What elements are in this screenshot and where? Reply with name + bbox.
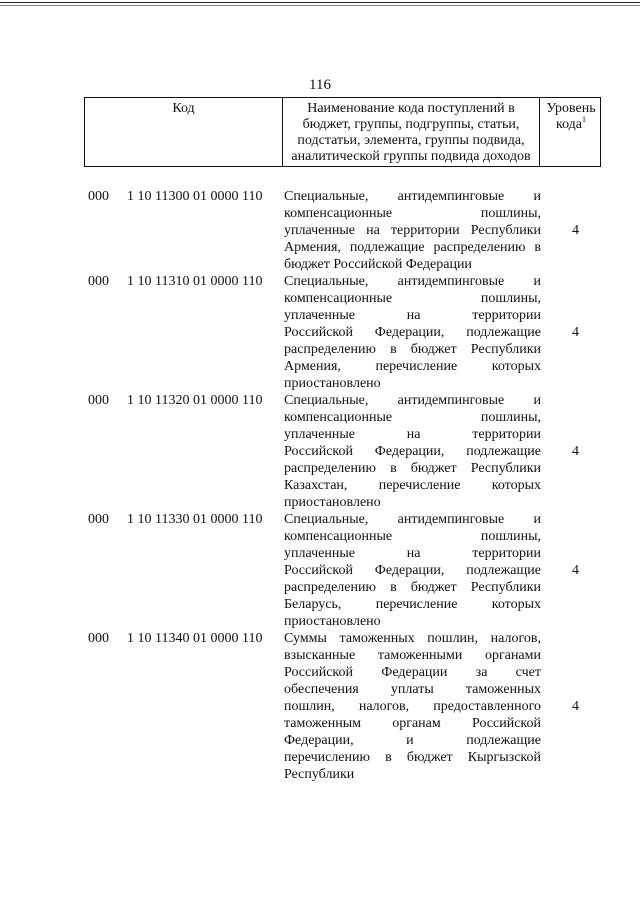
- row-level: 4: [572, 223, 579, 238]
- header-name-line: аналитической группы подвида доходов: [291, 149, 531, 164]
- row-level: 4: [572, 563, 579, 578]
- row-description-line: уплаченные на территории Республики: [284, 223, 541, 238]
- row-description-line: Армения, подлежащие распределению в: [284, 240, 541, 255]
- row-admin-code: 000: [88, 393, 109, 408]
- row-description-line: перечислению в бюджет Кыргызской: [284, 750, 541, 765]
- table-row: [0, 392, 640, 511]
- row-description-line: Республики: [284, 767, 355, 782]
- row-level: 4: [572, 444, 579, 459]
- row-description-line: уплаченные на территории: [284, 427, 541, 442]
- row-description-line: компенсационные пошлины,: [284, 529, 541, 544]
- top-border-line: [0, 2, 640, 3]
- row-income-code: 1 10 11330 01 0000 110: [127, 512, 263, 527]
- row-description: [284, 273, 541, 392]
- row-description-line: Беларусь, перечисление которых: [284, 597, 541, 612]
- row-description-line: обеспечения уплаты таможенных: [284, 682, 541, 697]
- header-level-label-2: кода$^1$: [555, 115, 587, 132]
- row-description: [284, 511, 541, 630]
- row-description-line: уплаченные на территории: [284, 546, 541, 561]
- row-description-line: Российской Федерации за счет: [284, 665, 541, 680]
- row-description-line: Специальные, антидемпинговые и: [284, 274, 541, 289]
- table-row: [0, 273, 640, 392]
- row-admin-code: 000: [88, 274, 109, 289]
- row-description: [284, 188, 541, 273]
- header-name-line: Наименование кода поступлений в: [307, 101, 515, 116]
- header-name-line: бюджет, группы, подгруппы, статьи,: [302, 117, 520, 132]
- row-description-line: таможенным органам Российской: [284, 716, 541, 731]
- row-description: [284, 392, 541, 511]
- row-description-line: Специальные, антидемпинговые и: [284, 393, 541, 408]
- row-description-line: Специальные, антидемпинговые и: [284, 189, 541, 204]
- row-description-line: Специальные, антидемпинговые и: [284, 512, 541, 527]
- row-description-line: Армения, перечисление которых: [284, 359, 541, 374]
- row-income-code: 1 10 11300 01 0000 110: [127, 189, 263, 204]
- row-description-line: бюджет Российской Федерации: [284, 257, 472, 272]
- row-description-line: Российской Федерации, подлежащие: [284, 563, 541, 578]
- row-description-line: приостановлено: [284, 376, 381, 391]
- header-name-cell: [283, 98, 540, 166]
- row-income-code: 1 10 11320 01 0000 110: [127, 393, 263, 408]
- row-description-line: распределению в бюджет Республики: [284, 342, 541, 357]
- row-description-line: взысканные таможенными органами: [284, 648, 541, 663]
- table-row: [0, 630, 640, 783]
- header-level-cell: [540, 98, 602, 166]
- row-income-code: 1 10 11340 01 0000 110: [127, 631, 263, 646]
- row-description-line: приостановлено: [284, 495, 381, 510]
- header-code-cell: [85, 98, 283, 166]
- header-code-label: Код: [172, 101, 195, 116]
- row-description: [284, 630, 541, 783]
- row-description-line: Суммы таможенных пошлин, налогов,: [284, 631, 541, 646]
- row-level: 4: [572, 699, 579, 714]
- header-level-label: Уровень: [546, 101, 596, 116]
- header-name-line: подстатьи, элемента, группы подвида,: [297, 133, 525, 148]
- table-row: [0, 188, 640, 273]
- row-description-line: компенсационные пошлины,: [284, 206, 541, 221]
- row-admin-code: 000: [88, 631, 109, 646]
- page-number: 116: [309, 77, 331, 93]
- row-income-code: 1 10 11310 01 0000 110: [127, 274, 263, 289]
- row-description-line: приостановлено: [284, 614, 381, 629]
- row-description-line: Российской Федерации, подлежащие: [284, 444, 541, 459]
- footnote-marker: 1: [582, 115, 587, 124]
- row-description-line: компенсационные пошлины,: [284, 291, 541, 306]
- row-admin-code: 000: [88, 512, 109, 527]
- row-description-line: Казахстан, перечисление которых: [284, 478, 541, 493]
- table-row: [0, 511, 640, 630]
- row-description-line: Федерации, и подлежащие: [284, 733, 541, 748]
- row-description-line: распределению в бюджет Республики: [284, 580, 541, 595]
- top-border-line-inner: [0, 5, 640, 6]
- row-description-line: компенсационные пошлины,: [284, 410, 541, 425]
- row-description-line: уплаченные на территории: [284, 308, 541, 323]
- row-description-line: распределению в бюджет Республики: [284, 461, 541, 476]
- row-level: 4: [572, 325, 579, 340]
- row-description-line: Российской Федерации, подлежащие: [284, 325, 541, 340]
- row-admin-code: 000: [88, 189, 109, 204]
- row-description-line: пошлин, налогов, предоставленного: [284, 699, 541, 714]
- table-header: [84, 97, 601, 167]
